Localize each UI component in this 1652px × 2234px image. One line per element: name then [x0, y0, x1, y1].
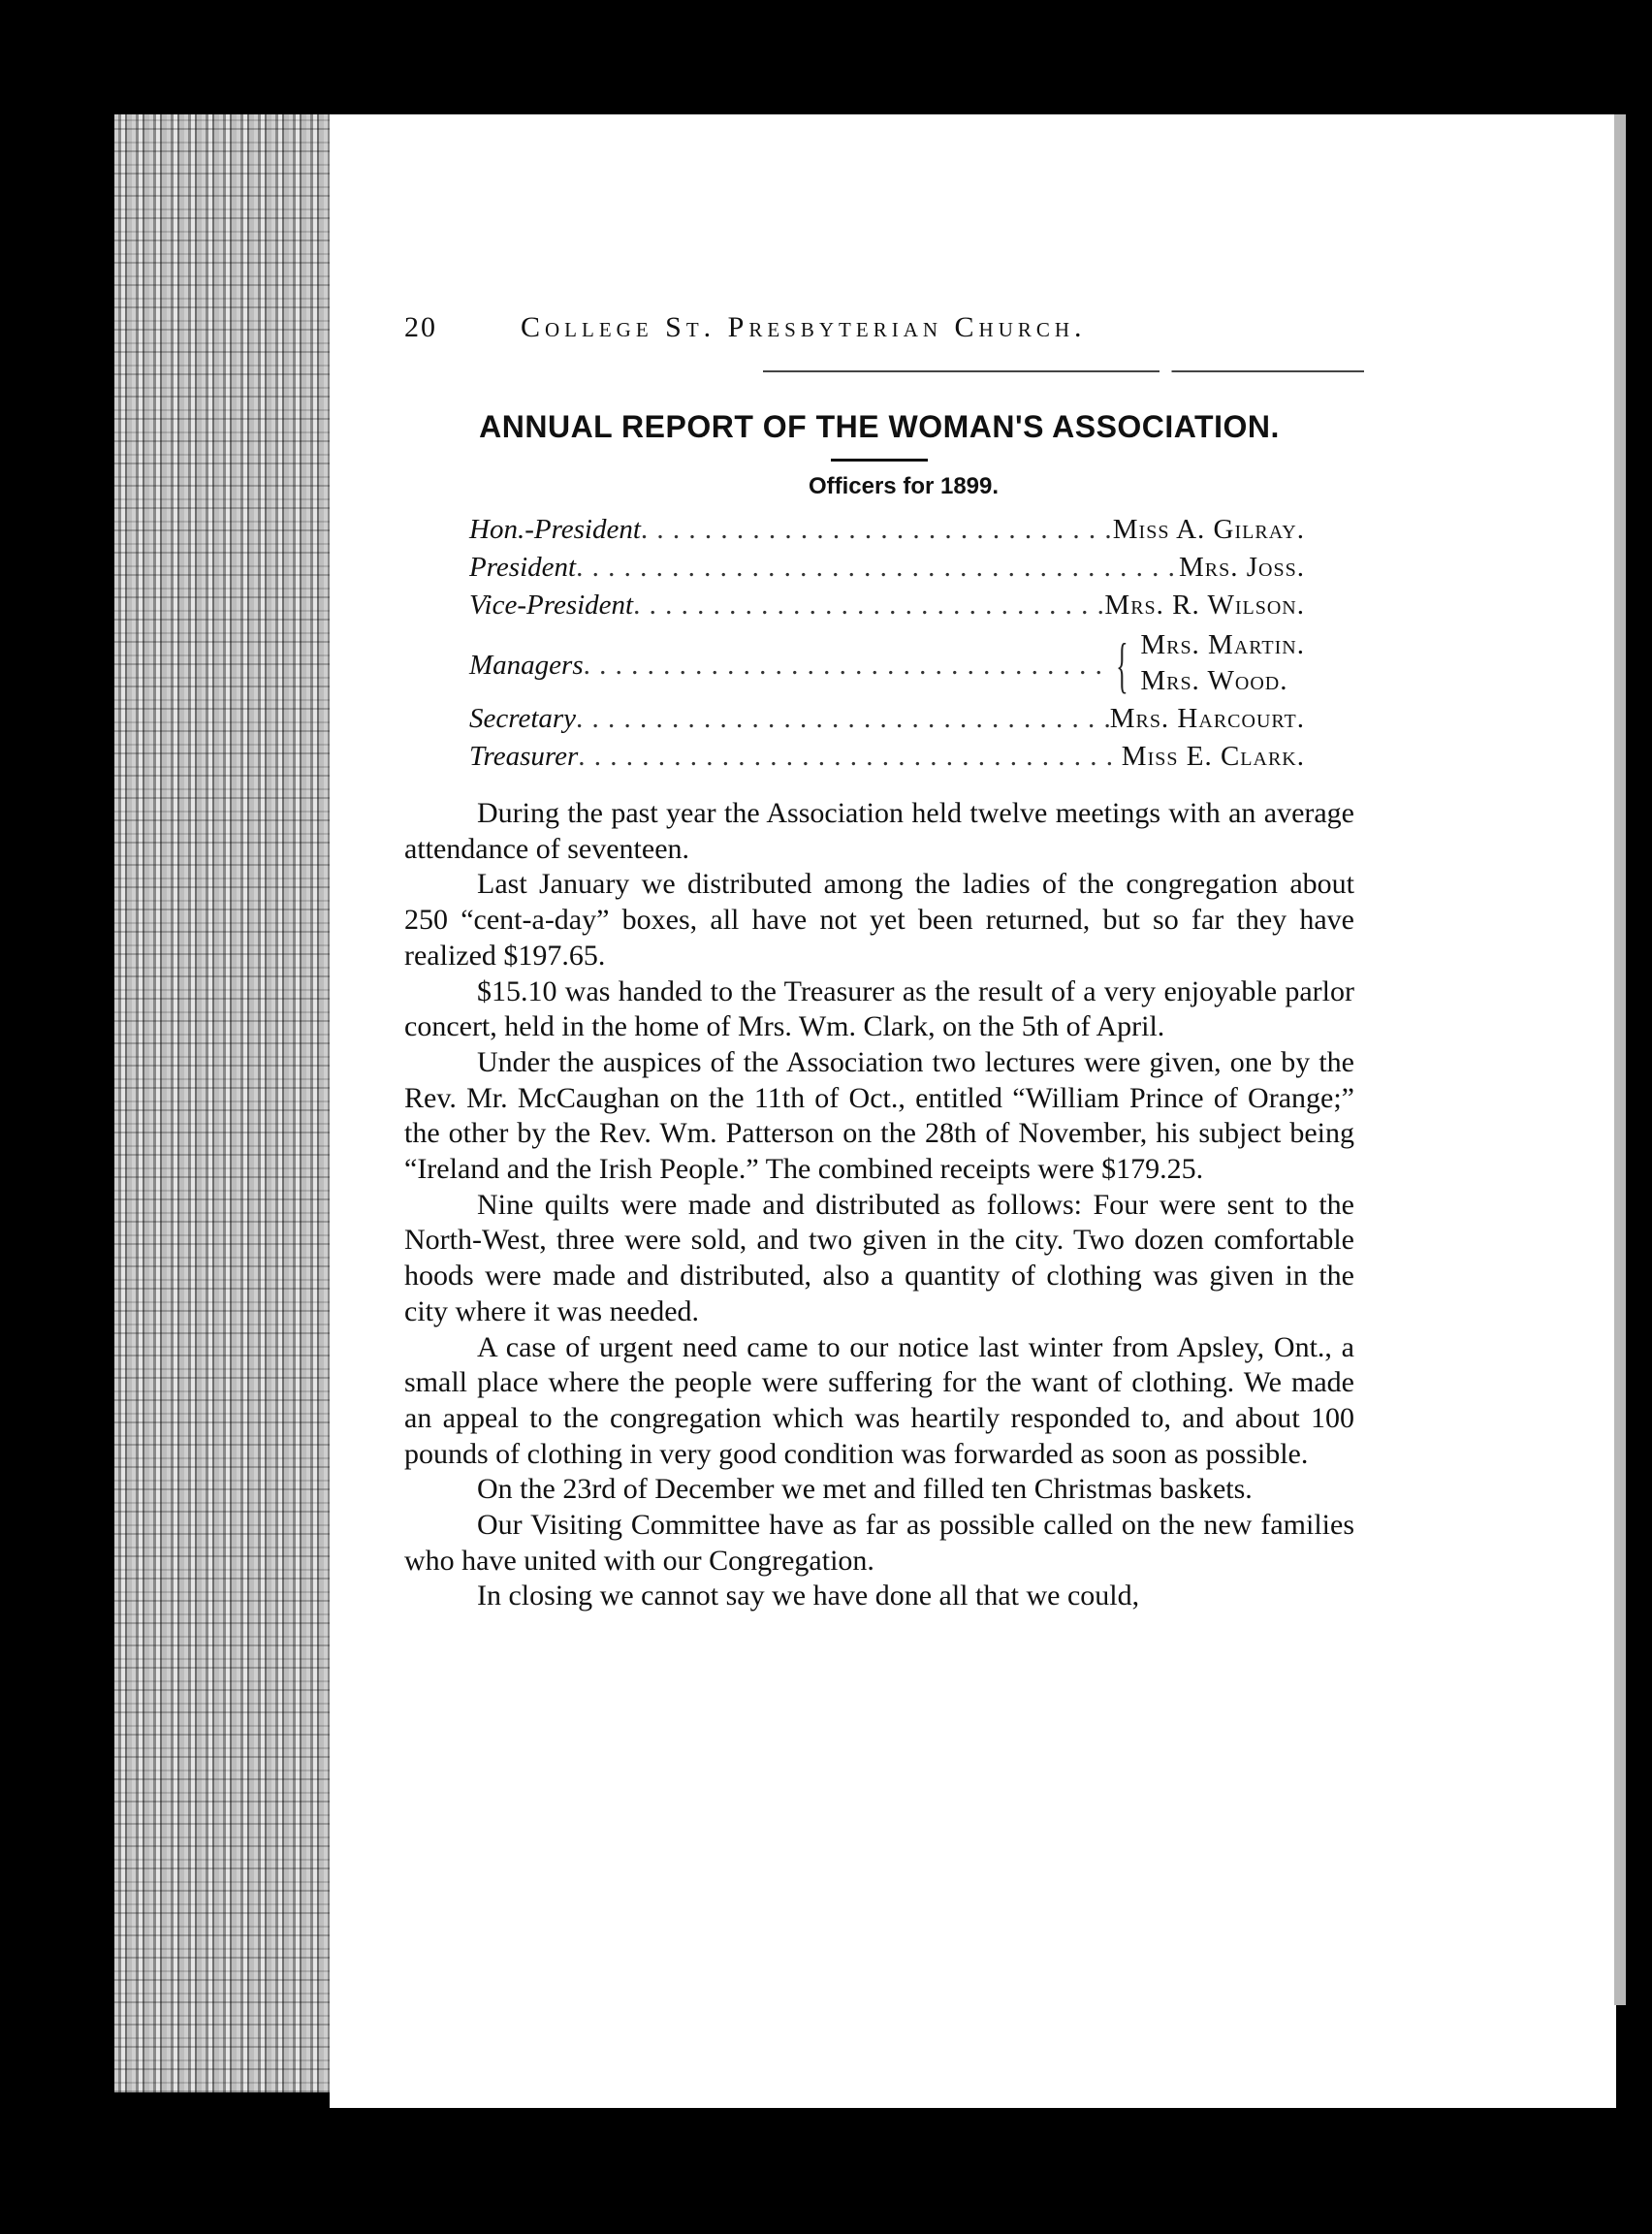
officer-row — [469, 514, 1305, 552]
office-title: Hon.-President — [469, 514, 641, 545]
dot-leader — [576, 552, 1179, 584]
officer-name: Mrs. Joss. — [1179, 552, 1305, 583]
dot-leader — [633, 590, 1104, 622]
dot-leader — [641, 514, 1113, 546]
brace-glyph: { — [1115, 630, 1128, 699]
officer-row — [469, 552, 1305, 590]
body-paragraph: Last January we distributed among the ladies of the congregation about 250 “cent-a-day” boxes, all have not yet been returned, but so far they have realized $197.65. — [404, 868, 1354, 972]
officer-name: Mrs. Wood. — [1140, 665, 1288, 696]
dot-leader — [578, 741, 1122, 773]
body-paragraph: On the 23rd of December we met and filled ten Christmas baskets. — [477, 1473, 1253, 1506]
officers-subtitle: Officers for 1899. — [808, 473, 1000, 499]
officer-name: Mrs. Martin. — [1140, 629, 1305, 660]
officer-name: Miss A. Gilray. — [1112, 514, 1305, 545]
dot-leader — [576, 703, 1110, 735]
header-rule — [763, 370, 1364, 372]
office-title: Vice-President — [469, 590, 634, 621]
officer-name: Miss E. Clark. — [1121, 741, 1305, 772]
title-rule — [831, 459, 928, 462]
book-spine-edge — [1614, 114, 1626, 2005]
body-paragraph: Nine quilts were made and distributed as follows: Four were sent to the North-West, three were sold, and two given in the city. Two dozen comfortable hoods were made and distributed, also a quantity of clothing was given in the city where it was needed. — [404, 1188, 1354, 1327]
body-paragraph: $15.10 was handed to the Treasurer as the result of a very enjoyable parlor concert, held in the home of Mrs. Wm. Clark, on the 5th of April. — [404, 974, 1354, 1043]
running-title: College St. Presbyterian Church. — [521, 311, 1087, 343]
managers-names — [1140, 629, 1305, 701]
book-page-edges — [114, 114, 357, 2092]
body-paragraph: Under the auspices of the Association two lectures were given, one by the Rev. Mr. McCaughan on the 11th of Oct., entitled “William Prince of Orange;” the other by the Rev. Wm. Patterson on the 28th of November, his subject being “Ireland and the Irish People.” The combined receipts were $179.25. — [404, 1045, 1354, 1186]
office-title: Treasurer — [469, 741, 579, 772]
office-title: Secretary — [469, 703, 577, 734]
officer-row — [469, 741, 1305, 779]
officers-list — [469, 514, 1305, 779]
office-title: Managers — [469, 649, 584, 681]
officer-name: Mrs. Harcourt. — [1109, 703, 1305, 734]
running-head — [404, 308, 1354, 347]
page-number: 20 — [404, 311, 437, 343]
body-paragraph: During the past year the Association held twelve meetings with an average attendance of seventeen. — [404, 797, 1354, 865]
officer-row — [469, 703, 1305, 741]
report-title: ANNUAL REPORT OF THE WOMAN'S ASSOCIATION. — [479, 409, 1280, 444]
office-title: President — [469, 552, 577, 583]
page-content — [404, 308, 1354, 1614]
body-paragraph: In closing we cannot say we have done all that we could, — [477, 1580, 1140, 1612]
report-body — [404, 796, 1354, 1614]
body-paragraph: Our Visiting Committee have as far as possible called on the new families who have united with our Congregation. — [404, 1509, 1354, 1577]
officer-row — [469, 590, 1305, 627]
officer-name: Mrs. R. Wilson. — [1104, 590, 1305, 621]
dot-leader — [584, 650, 1103, 682]
body-paragraph: A case of urgent need came to our notice last winter from Apsley, Ont., a small place where the people were suffering for the want of clothing. We made an appeal to the congregation which was heartily responded to, and about 100 pounds of clothing in very good condition was forwarded as soon as possible. — [404, 1330, 1354, 1470]
managers-row — [469, 627, 1305, 703]
